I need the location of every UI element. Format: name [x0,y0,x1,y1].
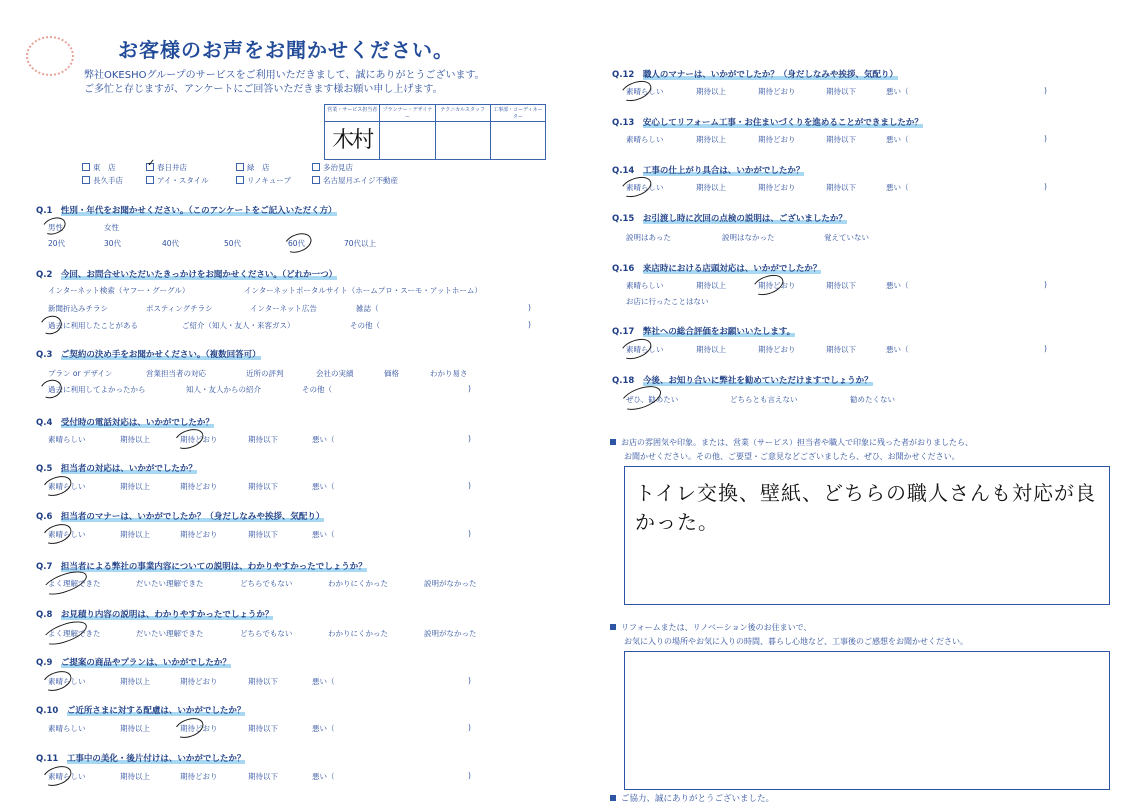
comment2-box[interactable] [624,651,1110,790]
comment1-box[interactable] [624,466,1110,605]
understand-option[interactable]: よく理解できた [48,629,101,638]
rating-option[interactable]: 期待どおり [758,281,796,290]
rating-option[interactable]: 悪い（ [886,345,909,354]
option-recommend[interactable]: ぜひ、勧めたい [626,395,679,404]
rating-option[interactable]: 期待どおり [180,772,218,781]
answer-circle [40,667,74,694]
rating-option[interactable]: 悪い（ [312,530,335,539]
understand-option[interactable]: わかりにくかった [328,629,388,638]
rating-option[interactable]: 期待どおり [180,435,218,444]
rating-option[interactable]: 悪い（ [886,87,909,96]
option-age[interactable]: 50代 [224,239,242,248]
question-q14: Q.14 工事の仕上がり具合は、いかがでしたか？ [612,166,805,176]
rating-option[interactable]: 期待どおり [758,345,796,354]
option-dont-remember[interactable]: 覚えていない [824,233,869,242]
rating-option[interactable]: 素晴らしい [626,281,664,290]
answer-circle [40,214,68,237]
option-not-recommend[interactable]: 勧めたくない [850,395,895,404]
question-q1: Q.1 性別・年代をお聞かせください。（このアンケートをご記入いただく方） [36,206,337,216]
close-paren: ) [528,303,531,312]
rating-option[interactable]: 悪い（ [312,724,335,733]
store-option[interactable]: 東 店 [82,162,116,173]
close-paren: ) [468,771,471,780]
comment1-answer: トイレ交換、壁紙、どちらの職人さんも対応が良かった。 [635,481,1096,534]
rating-option[interactable]: 期待以上 [696,345,726,354]
rating-option[interactable]: 期待以上 [696,281,726,290]
rating-option[interactable]: 期待以下 [248,724,278,733]
rating-option[interactable]: 期待どおり [180,530,218,539]
close-paren: ) [1044,344,1047,353]
rating-option[interactable]: 期待以下 [826,345,856,354]
rating-option[interactable]: 期待どおり [180,677,218,686]
staff-name-technical[interactable] [435,121,490,159]
rating-option[interactable]: 素晴らしい [48,724,86,733]
understand-option[interactable]: だいたい理解できた [136,579,204,588]
option-other[interactable]: その他（ [350,321,380,330]
option-female[interactable]: 女性 [104,223,119,232]
answer-circle [172,714,206,741]
question-q18: Q.18 今後、お知り合いに弊社を勧めていただけますでしょうか？ [612,376,873,386]
staff-name-sales-text: 木村 [332,127,373,153]
answer-circle [40,762,74,789]
understand-option[interactable]: だいたい理解できた [136,629,204,638]
close-paren: ) [1044,280,1047,289]
staff-header-planner: プランナー・デザイナー [380,105,435,122]
rating-option[interactable]: 素晴らしい [48,482,86,491]
store-option[interactable]: リノキューブ [236,175,291,186]
option-posting-flyer[interactable]: ポスティングチラシ [146,304,213,313]
option-age[interactable]: 20代 [48,239,66,248]
rating-option[interactable]: 素晴らしい [626,183,664,192]
bullet-icon [610,439,616,445]
rating-option[interactable]: 期待以下 [248,435,278,444]
question-q6: Q.6 担当者のマナーは、いかがでしたか？（身だしなみや挨拶、気配り） [36,512,325,522]
option-never-visited[interactable]: お店に行ったことはない [626,297,709,306]
answer-circle [750,271,786,299]
question-q8: Q.8 お見積り内容の説明は、わかりやすかったでしょうか？ [36,610,274,620]
rating-option[interactable]: 悪い（ [312,482,335,491]
option-used-before[interactable]: 過去に利用したことがある [48,321,138,330]
question-q9: Q.9 ご提案の商品やプランは、いかがでしたか？ [36,658,231,668]
store-selection [70,158,430,188]
store-option[interactable]: 長久手店 [82,175,123,186]
bullet-icon [610,795,616,801]
store-option[interactable]: 多治見店 [312,162,353,173]
rating-option[interactable]: 期待以上 [120,677,150,686]
option-track-record[interactable]: 会社の実績 [316,369,354,378]
answer-circle [38,377,65,401]
rating-option[interactable]: 期待どおり [758,135,796,144]
option-portal-site[interactable]: インターネットポータルサイト（ホームプロ・スーモ・アットホーム） [244,286,482,295]
answer-circle [618,381,664,414]
rating-option[interactable]: 期待どおり [758,87,796,96]
answer-circle [40,520,74,547]
close-paren: ) [468,676,471,685]
rating-option[interactable]: 期待どおり [758,183,796,192]
option-explained[interactable]: 説明はあった [626,233,671,242]
option-neutral[interactable]: どちらとも言えない [730,395,798,404]
rating-option[interactable]: 期待以上 [120,530,150,539]
understand-option[interactable]: よく理解できた [48,579,101,588]
rating-option[interactable]: 期待以下 [248,482,278,491]
rating-option[interactable]: 期待以上 [696,135,726,144]
question-q3: Q.3 ご契約の決め手をお聞かせください。（複数回答可） [36,350,261,360]
question-q12: Q.12 職人のマナーは、いかがでしたか？（身だしなみや挨拶、気配り） [612,70,898,80]
option-male[interactable]: 男性 [48,223,63,232]
option-internet-search[interactable]: インターネット検索（ヤフー・グーグル） [48,286,190,295]
option-age[interactable]: 40代 [162,239,180,248]
option-past-use-good[interactable]: 過去に利用してよかったから [48,385,146,394]
rating-option[interactable]: 悪い（ [886,281,909,290]
rating-option[interactable]: 素晴らしい [626,345,664,354]
option-referral[interactable]: ご紹介（知人・友人・来客ガス） [182,321,295,330]
comment2-prompt: リフォームまたは、リノベーション後のお住まいで、 [610,622,811,633]
option-reputation[interactable]: 近所の評判 [246,369,284,378]
rating-option[interactable]: 期待以下 [248,530,278,539]
understand-option[interactable]: 説明がなかった [424,629,477,638]
rating-option[interactable]: 期待以上 [696,183,726,192]
checkbox[interactable] [146,176,154,184]
store-option[interactable]: ✓ 春日井店 [147,158,187,172]
checkbox[interactable] [312,176,320,184]
option-internet-ad[interactable]: インターネット広告 [250,304,317,313]
staff-name-construction[interactable] [490,121,545,159]
close-paren: ) [1044,86,1047,95]
intro-line-1: 弊社OKESHOグループのサービスをご利用いただきまして、誠にありがとうございます。 [84,70,485,81]
rating-option[interactable]: 素晴らしい [626,87,664,96]
answer-circle [618,77,654,105]
staff-table [324,104,546,160]
understand-option[interactable]: 説明がなかった [424,579,477,588]
rating-option[interactable]: 期待どおり [180,482,218,491]
store-option[interactable]: アイ・スタイル [146,175,209,186]
option-magazine[interactable]: 雑誌（ [356,304,379,313]
rating-option[interactable]: 期待どおり [180,724,218,733]
store-option[interactable]: 名古屋月エイジ不動産 [312,175,398,186]
option-clarity[interactable]: わかり易さ [430,369,468,378]
comment1-prompt: お店の雰囲気や印象。または、営業（サービス）担当者や職人で印象に残った者がおりましたら、 [610,437,973,448]
question-q5: Q.5 担当者の対応は、いかがでしたか？ [36,464,197,474]
question-q11: Q.11 工事中の美化・後片付けは、いかがでしたか？ [36,754,246,764]
comment2-prompt-2: お気に入りの場所やお気に入りの時間、暮らし心地など、工事後のご感想をお聞かせください。 [624,637,968,646]
staff-name-planner[interactable] [380,121,435,159]
close-paren: ) [468,481,471,490]
rating-option[interactable]: 期待以下 [248,677,278,686]
footer-thanks: ご協力、誠にありがとうございました。 [610,792,774,804]
option-age[interactable]: 60代 [288,239,306,248]
comment1-prompt-2: お聞かせください。その他、ご要望・ご意見などございましたら、ぜひ、お聞かせください。 [624,452,960,461]
understand-option[interactable]: わかりにくかった [328,579,388,588]
option-not-explained[interactable]: 説明はなかった [722,233,775,242]
close-paren: ) [1044,134,1047,143]
rating-option[interactable]: 期待以上 [120,724,150,733]
staff-header-sales: 営業・サービス担当者 [325,105,380,122]
option-plan-design[interactable]: プラン or デザイン [48,369,113,378]
rating-option[interactable]: 素晴らしい [626,135,664,144]
rating-option[interactable]: 悪い（ [886,183,909,192]
rating-option[interactable]: 期待以上 [120,435,150,444]
question-q2: Q.2 今回、お問合せいただいたきっかけをお聞かせください。（どれか一つ） [36,270,338,280]
rating-option[interactable]: 期待以上 [120,482,150,491]
rating-option[interactable]: 悪い（ [312,677,335,686]
answer-circle [282,230,314,256]
rating-option[interactable]: 期待以下 [826,87,856,96]
question-q7: Q.7 担当者による弊社の事業内容についての説明は、わかりやすかったでしょうか？ [36,562,367,572]
checkbox[interactable] [312,163,320,171]
seal-stamp [26,36,74,76]
page-title: お客様のお声をお聞かせください。 [118,38,454,62]
checkbox[interactable] [82,163,90,171]
question-q15: Q.15 お引渡し時に次回の点検の説明は、ございましたか？ [612,214,847,224]
option-acquaintance-referral[interactable]: 知人・友人からの紹介 [186,385,261,394]
close-paren: ) [468,434,471,443]
checkbox[interactable] [82,176,90,184]
intro-line-2: ご多忙と存じますが、アンケートにご回答いただきます様お願い申し上げます。 [84,84,443,95]
answer-circle [38,313,65,337]
rating-option[interactable]: 期待以下 [826,135,856,144]
question-q17: Q.17 弊社への総合評価をお願いいたします。 [612,327,796,337]
bullet-icon [610,624,616,630]
close-paren: ) [468,723,471,732]
understand-option[interactable]: どちらでもない [240,579,293,588]
close-paren: ) [468,384,471,393]
checkbox-checked[interactable]: ✓ [147,158,156,169]
option-price[interactable]: 価格 [384,369,399,378]
rating-option[interactable]: 期待以下 [248,772,278,781]
option-age[interactable]: 30代 [104,239,122,248]
option-staff-response[interactable]: 営業担当者の対応 [146,369,206,378]
rating-option[interactable]: 悪い（ [312,435,335,444]
option-newspaper-flyer[interactable]: 新聞折込みチラシ [48,304,108,313]
close-paren: ) [468,529,471,538]
answer-circle [618,173,654,201]
question-q16: Q.16 来店時における店頭対応は、いかがでしたか？ [612,264,822,274]
rating-option[interactable]: 期待以下 [826,183,856,192]
answer-circle [40,472,74,499]
answer-circle [172,425,206,452]
staff-name-sales[interactable] [325,121,380,159]
question-q10: Q.10 ご近所さまに対する配慮は、いかがでしたか？ [36,706,246,716]
rating-option[interactable]: 期待以上 [120,772,150,781]
option-age[interactable]: 70代以上 [344,239,377,248]
staff-header-construction: 工事部・コーディネーター [490,105,545,122]
answer-circle [40,617,89,650]
answer-circle [618,335,654,363]
option-other[interactable]: その他（ [302,385,332,394]
checkbox[interactable] [236,176,244,184]
rating-option[interactable]: 素晴らしい [48,530,86,539]
close-paren: ) [1044,182,1047,191]
checkbox[interactable] [236,163,244,171]
rating-option[interactable]: 期待以上 [696,87,726,96]
rating-option[interactable]: 悪い（ [312,772,335,781]
question-q13: Q.13 安心してリフォーム工事・お住まいづくりを進めることができましたか？ [612,118,923,128]
close-paren: ) [528,320,531,329]
question-q4: Q.4 受付時の電話対応は、いかがでしたか？ [36,418,214,428]
rating-option[interactable]: 素晴らしい [48,677,86,686]
rating-option[interactable]: 悪い（ [886,135,909,144]
store-option[interactable]: 緑 店 [236,162,270,173]
rating-option[interactable]: 素晴らしい [48,772,86,781]
rating-option[interactable]: 素晴らしい [48,435,86,444]
understand-option[interactable]: どちらでもない [240,629,293,638]
staff-header-technical: テクニカルスタッフ [435,105,490,122]
rating-option[interactable]: 期待以下 [826,281,856,290]
